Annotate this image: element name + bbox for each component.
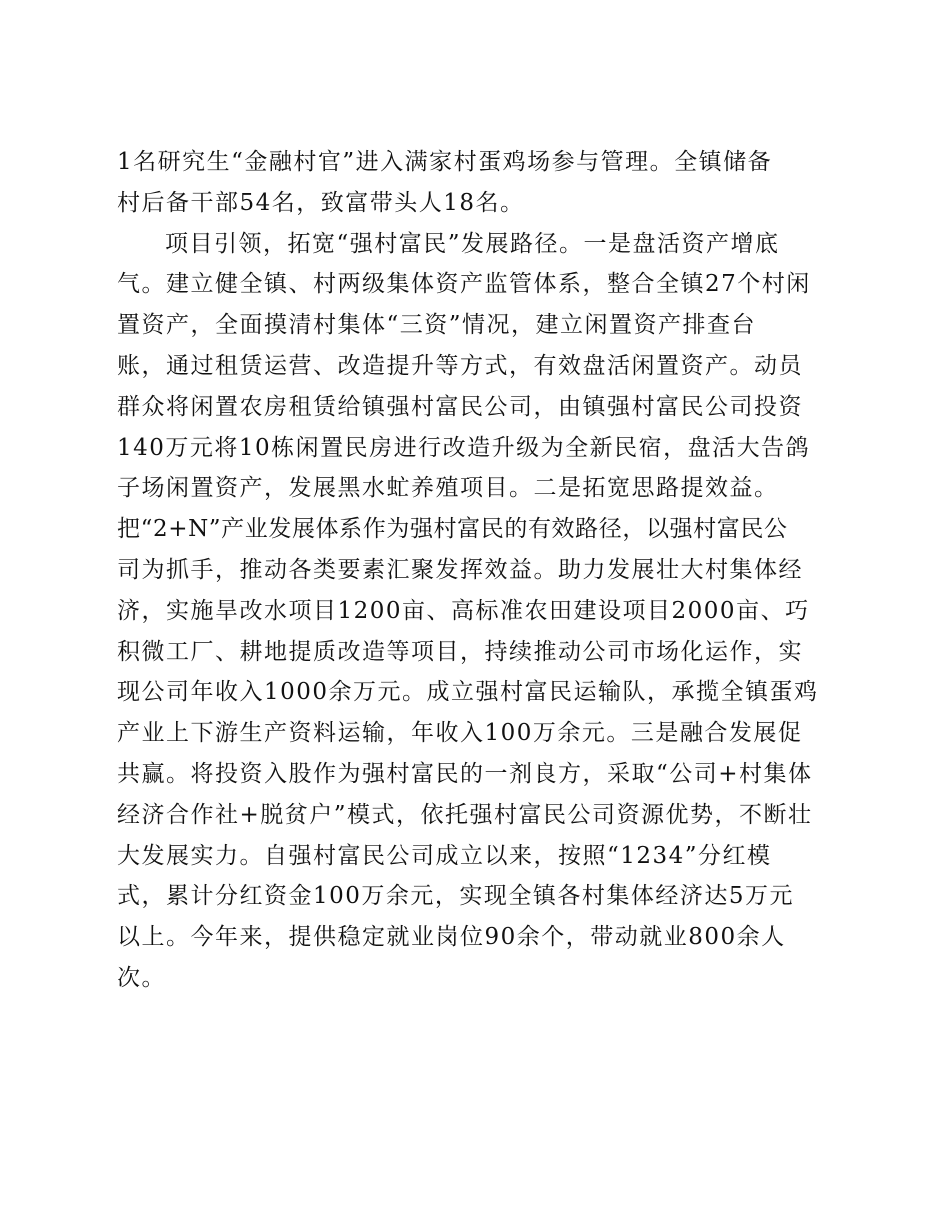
paragraph-heading-line: 项目引领，拓宽“强村富民”发展路径。一是盘活资产增底 — [165, 230, 780, 257]
text-line: 式，累计分红资金100万余元，实现全镇各村集体经济达5万元 — [117, 883, 795, 910]
text-line: 村后备干部54名，致富带头人18名。 — [117, 189, 525, 216]
document-body — [117, 142, 837, 999]
text-line: 把“2+N”产业发展体系作为强村富民的有效路径，以强村富民公 — [117, 516, 788, 543]
text-line: 次。 — [117, 964, 166, 991]
text-line: 以上。今年来，提供稳定就业岗位90余个，带动就业800余人 — [117, 924, 786, 951]
text-line: 济，实施旱改水项目1200亩、高标准农田建设项目2000亩、巧 — [117, 597, 810, 624]
text-line: 群众将闲置农房租赁给镇强村富民公司，由镇强村富民公司投资 — [117, 393, 803, 420]
text-line: 大发展实力。自强村富民公司成立以来，按照“1234”分红模 — [117, 842, 772, 869]
text-line: 1名研究生“金融村官”进入满家村蛋鸡场参与管理。全镇储备 — [117, 149, 773, 175]
text-line: 产业上下游生产资料运输，年收入100万余元。三是融合发展促 — [117, 720, 803, 747]
text-line: 经济合作社+脱贫户”模式，依托强村富民公司资源优势，不断壮 — [117, 801, 813, 828]
text-line: 子场闲置资产，发展黑水虻养殖项目。二是拓宽思路提效益。 — [117, 475, 779, 502]
text-line: 积微工厂、耕地提质改造等项目，持续推动公司市场化运作，实 — [117, 638, 803, 665]
text-line: 共赢。将投资入股作为强村富民的一剂良方，采取“公司+村集体 — [117, 760, 813, 787]
text-line: 140万元将10栋闲置民房进行改造升级为全新民宿，盘活大告鸽 — [117, 434, 811, 461]
text-line: 账，通过租赁运营、改造提升等方式，有效盘活闲置资产。动员 — [117, 352, 803, 379]
text-line: 现公司年收入1000余万元。成立强村富民运输队，承揽全镇蛋鸡 — [117, 679, 819, 706]
text-line: 置资产，全面摸清村集体“三资”情况，建立闲置资产排查台 — [117, 312, 757, 339]
text-line: 气。建立健全镇、村两级集体资产监管体系，整合全镇27个村闲 — [117, 271, 811, 298]
text-line: 司为抓手，推动各类要素汇聚发挥效益。助力发展壮大村集体经 — [117, 556, 803, 583]
